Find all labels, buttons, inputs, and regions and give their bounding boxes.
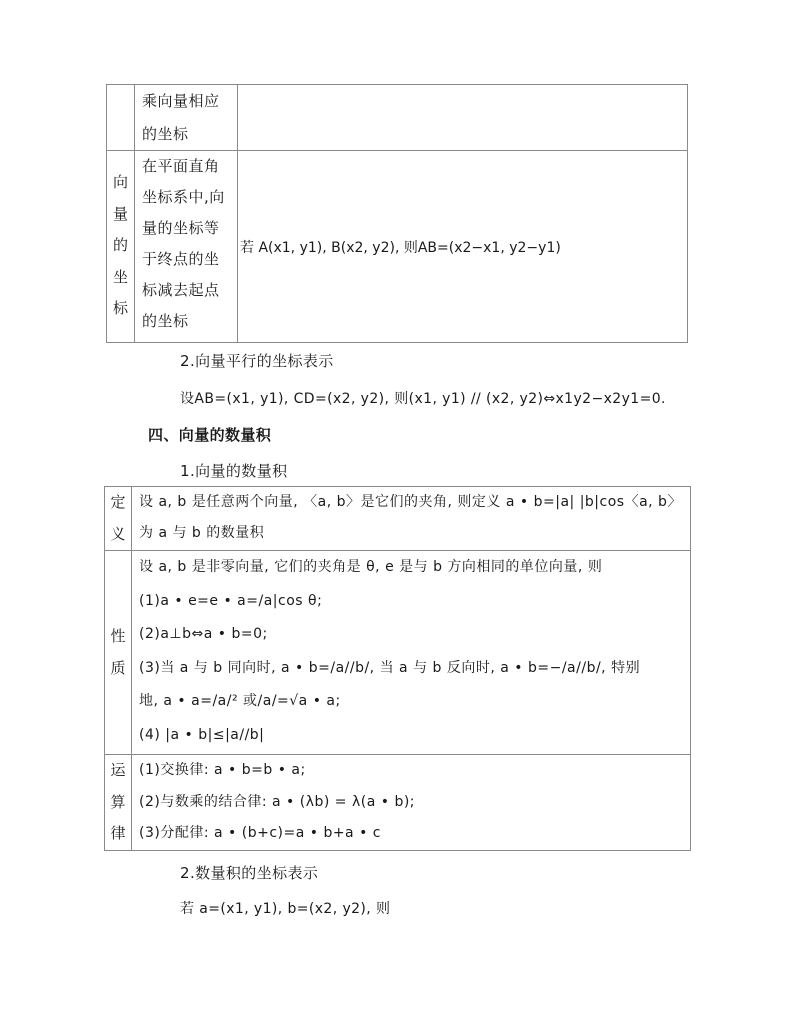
header-char: 律 <box>110 824 126 842</box>
header-char: 向 <box>112 173 128 191</box>
header-char: 义 <box>110 524 126 543</box>
table1-row2-line: 坐标系中,向 <box>142 188 225 206</box>
coordinate-dot-formula: 若 a=(x1, y1), b=(x2, y2), 则 <box>180 901 391 917</box>
properties-content <box>132 551 691 755</box>
table1-row1-header <box>107 85 135 151</box>
header-char: 运 <box>110 761 126 779</box>
law-line: (3)分配律: a • (b+c)=a • b+a • c <box>139 825 381 841</box>
property-line: (3)当 a 与 b 同向时, a • b=/a//b/, 当 a 与 b 反向时, a • b=−/a//b/, 特别 <box>139 659 641 676</box>
property-line: (1)a • e=e • a=/a|cos θ; <box>139 592 323 609</box>
table1-row2-formula <box>238 151 688 343</box>
table1-row1-content <box>238 85 688 151</box>
table1-row2-line: 于终点的坐 <box>142 250 220 268</box>
definition-line: 为 a 与 b 的数量积 <box>139 525 265 541</box>
table1-row2-line: 在平面直角 <box>142 157 220 175</box>
header-char: 性 <box>110 627 126 645</box>
coordinate-dot-heading: 2.数量积的坐标表示 <box>180 864 319 882</box>
parallel-formula: 设AB=(x1, y1), CD=(x2, y2), 则(x1, y1) // (x2, y2)⇔x1y2−x2y1=0. <box>180 391 666 407</box>
header-char: 坐 <box>112 267 128 286</box>
property-line: (2)a⊥b⇔a • b=0; <box>139 626 268 642</box>
dot-product-section-heading: 四、向量的数量积 <box>148 426 272 444</box>
property-line: (4) |a • b|≤|a//b| <box>139 726 265 743</box>
table1-row1-line: 乘向量相应 <box>142 92 220 110</box>
parallel-heading: 2.向量平行的坐标表示 <box>180 352 334 370</box>
laws-header <box>105 755 132 851</box>
table1-row1-line: 的坐标 <box>142 124 189 143</box>
dot-product-subheading: 1.向量的数量积 <box>180 462 288 480</box>
table1-row2-header <box>107 151 135 343</box>
law-line: (2)与数乘的结合律: a • (λb) = λ(a • b); <box>139 793 416 810</box>
definition-content <box>132 487 691 551</box>
header-char: 标 <box>112 299 128 317</box>
header-char: 质 <box>110 658 126 677</box>
dot-product-table <box>104 486 691 851</box>
properties-header <box>105 551 132 755</box>
header-char: 定 <box>110 493 126 511</box>
vector-coordinate-table <box>106 84 688 343</box>
header-char: 的 <box>112 236 128 254</box>
property-line: 设 a, b 是非零向量, 它们的夹角是 θ, e 是与 b 方向相同的单位向量, 则 <box>139 559 603 575</box>
laws-content <box>132 755 691 851</box>
table1-row2-line: 的坐标 <box>142 312 189 330</box>
law-line: (1)交换律: a • b=b • a; <box>139 762 306 778</box>
property-line: 地, a • a=/a/² 或/a/=√a • a; <box>139 693 341 709</box>
definition-header <box>105 487 132 551</box>
table1-row1-label <box>135 85 238 151</box>
table1-row2-line: 标减去起点 <box>142 281 220 299</box>
header-char: 量 <box>112 204 128 223</box>
header-char: 算 <box>110 792 126 811</box>
table1-row2-label <box>135 151 238 343</box>
coordinate-formula: 若 A(x1, y1), B(x2, y2), 则AB=(x2−x1, y2−y1) <box>240 239 561 256</box>
definition-line: 设 a, b 是任意两个向量, 〈a, b〉是它们的夹角, 则定义 a • b=|a| |b|cos〈a, b〉 <box>139 494 682 510</box>
table1-row2-line: 量的坐标等 <box>142 219 220 237</box>
